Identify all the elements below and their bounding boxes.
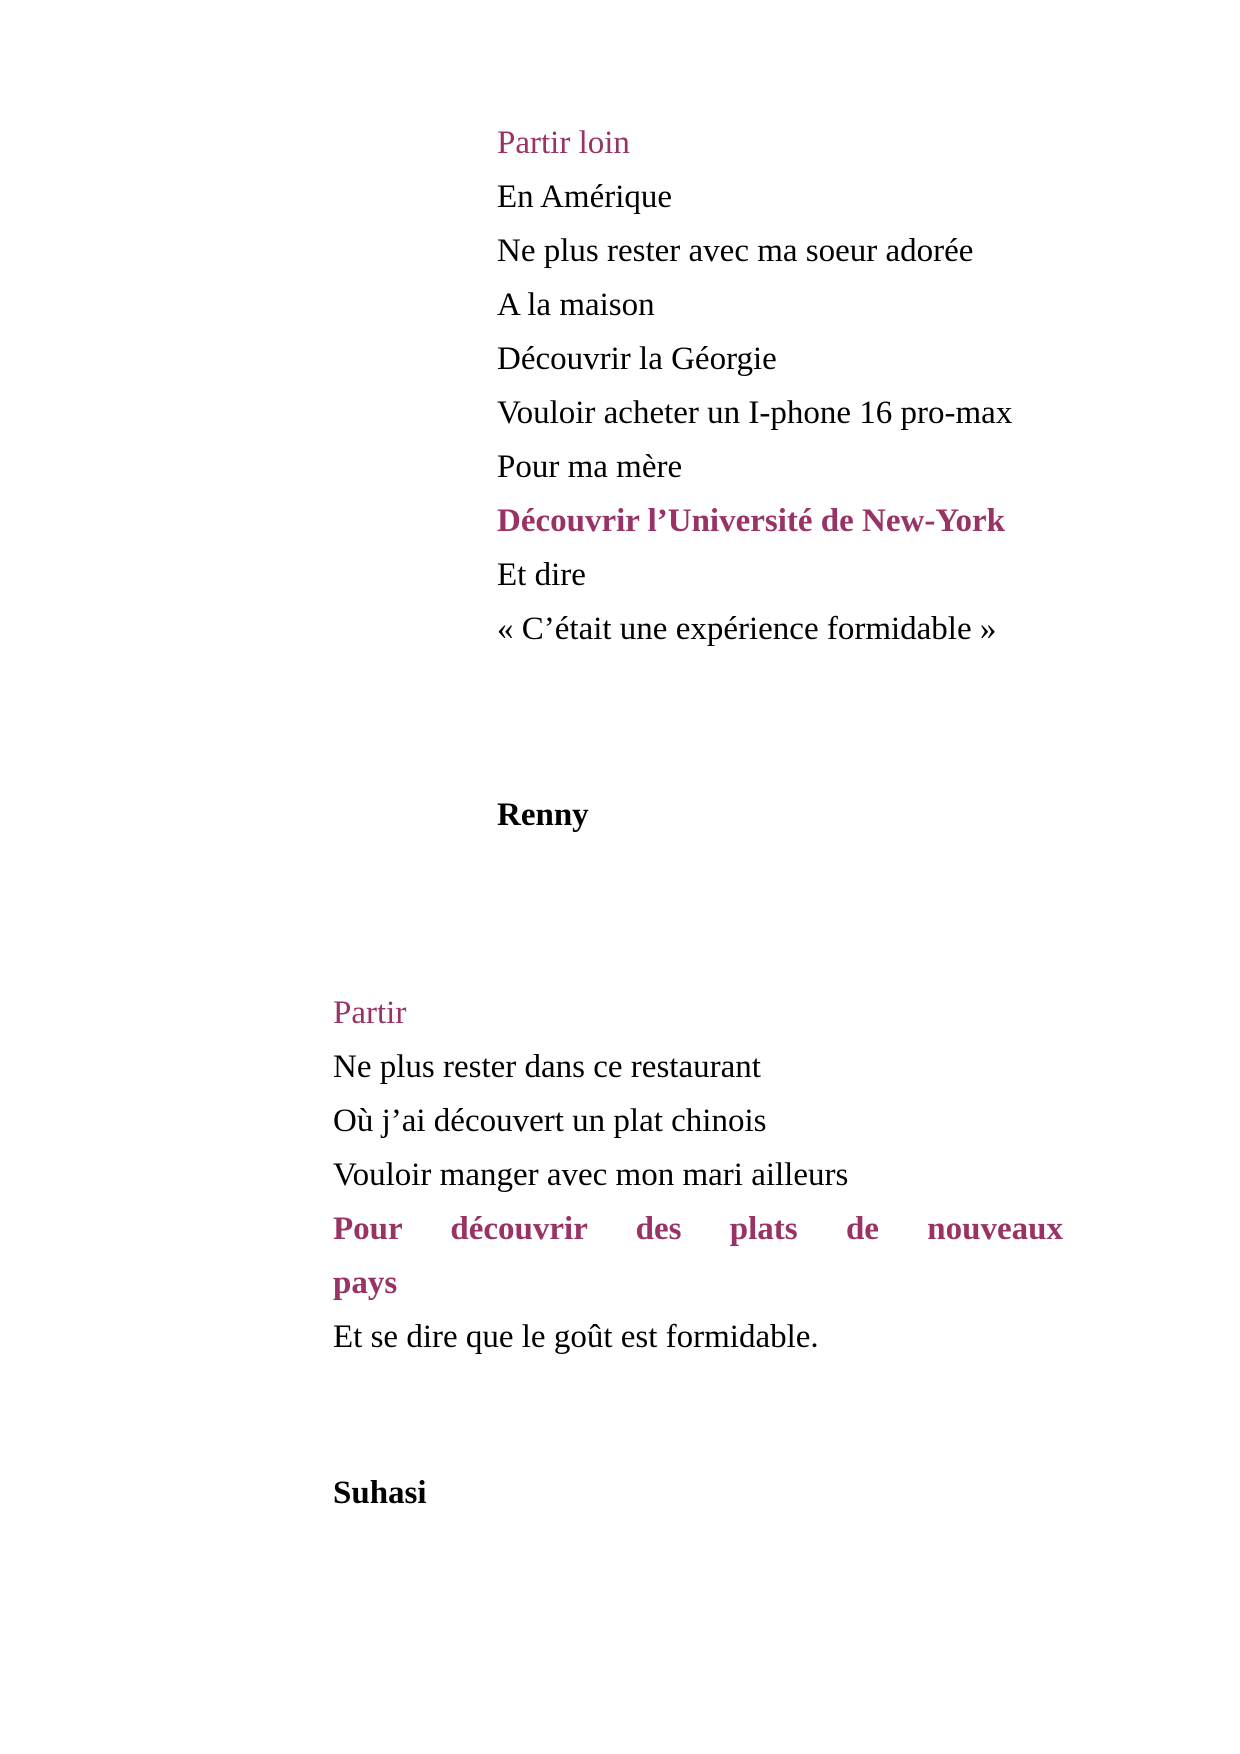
poem1-title: Partir loin xyxy=(497,125,630,161)
poem2-line: Vouloir manger avec mon mari ailleurs xyxy=(333,1157,849,1193)
poem-partir xyxy=(333,986,1063,1520)
poem1-author: Renny xyxy=(497,797,589,833)
poem2-author: Suhasi xyxy=(333,1475,427,1511)
poem1-line-accent: Découvrir l’Université de New-York xyxy=(497,503,1006,539)
poem-partir-loin xyxy=(497,116,1107,842)
poem2-line: Où j’ai découvert un plat chinois xyxy=(333,1103,767,1139)
poem1-line: Vouloir acheter un I-phone 16 pro-max xyxy=(497,395,1013,431)
poem2-line-accent: pays xyxy=(333,1265,398,1301)
poem1-line: Pour ma mère xyxy=(497,449,683,485)
poem2-line-accent-justified: Pour découvrir des plats de nouveaux xyxy=(333,1211,1063,1247)
poem2-line: Ne plus rester dans ce restaurant xyxy=(333,1049,761,1085)
poem2-title: Partir xyxy=(333,995,407,1031)
poem1-line: Ne plus rester avec ma soeur adorée xyxy=(497,233,974,269)
poem2-line: Et se dire que le goût est formidable. xyxy=(333,1319,819,1355)
poem1-line: En Amérique xyxy=(497,179,673,215)
poem1-line: Découvrir la Géorgie xyxy=(497,341,777,377)
poem1-line: « C’était une expérience formidable » xyxy=(497,611,997,647)
poem1-line: Et dire xyxy=(497,557,586,593)
poem1-line: A la maison xyxy=(497,287,655,323)
